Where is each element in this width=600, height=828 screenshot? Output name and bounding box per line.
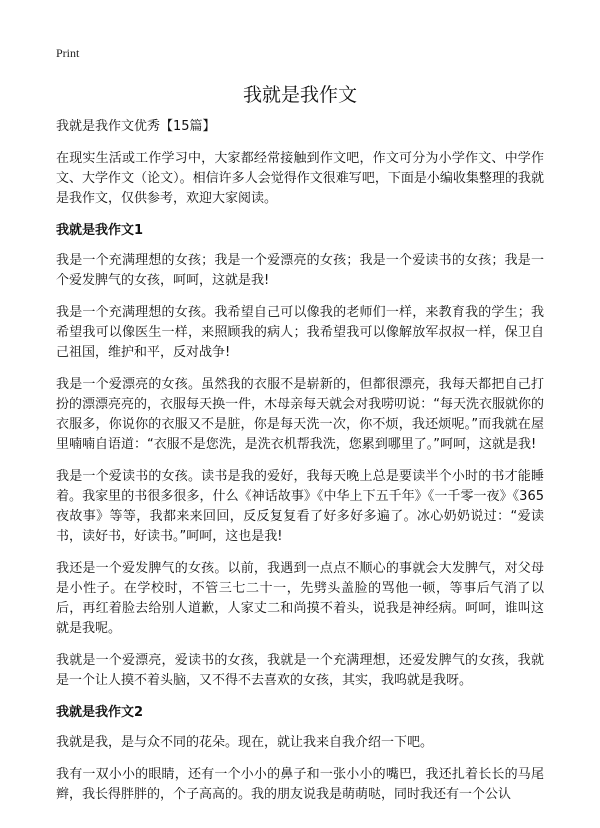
essay-section-1: [56, 221, 544, 691]
page-title: 我就是我作文: [242, 84, 357, 106]
paragraph: 我是一个爱读书的女孩。读书是我的爱好，我每天晚上总是要读半个小时的书才能睡着。我家里的书很多很多，什么《神话故事》《中华上下五千年》《一千零一夜》《365夜故事》等等，我都来来回回，反反复复看了好多好多遍了。冰心奶奶说过：“爱读书，读好书，好读书。”呵呵，这也是我!: [56, 469, 544, 544]
article-subtitle: 我就是我作文优秀【15篇】: [56, 119, 216, 134]
paragraph: 我还是一个爱发脾气的女孩。以前，我遇到一点点不顺心的事就会大发脾气，对父母是小性子。在学校时，不管三七二十一，先劈头盖脸的骂他一顿，等事后气消了以后，再红着脸去给别人道歉，人家丈二和尚摸不着头，说我是神经病。呵呵，谁叫这就是我呢。: [56, 561, 544, 636]
intro-paragraph: 在现实生活或工作学习中，大家都经常接触到作文吧，作文可分为小学作文、中学作文、大学作文（论文）。相信许多人会觉得作文很难写吧，下面是小编收集整理的我就是我作文，仅供参考，欢迎大家阅读。: [56, 151, 544, 206]
section-heading: 我就是我作文2: [56, 705, 144, 720]
essay-section-2: [56, 703, 544, 805]
paragraph: 我有一双小小的眼睛，还有一个小小的鼻子和一张小小的嘴巴，我还扎着长长的马尾辫，我长得胖胖的，个子高高的。我的朋友说我是萌萌哒，同时我还有一个公认: [56, 767, 544, 802]
paragraph: 我是一个充满理想的女孩。我希望自己可以像我的老师们一样，来教育我的学生；我希望我可以像医生一样，来照顾我的病人；我希望我可以像解放军叔叔一样，保卫自己祖国，维护和平，反对战争!: [56, 305, 544, 360]
paragraph: 我是一个充满理想的女孩；我是一个爱漂亮的女孩；我是一个爱读书的女孩；我是一个爱发脾气的女孩，呵呵，这就是我!: [56, 253, 544, 288]
paragraph: 我是一个爱漂亮的女孩。虽然我的衣服不是崭新的，但都很漂亮，我每天都把自己打扮的漂漂亮亮的，衣服每天换一件，木母亲每天就会对我唠叨说：“每天洗衣服就你的衣服多，你说你的衣服又不是脏，你是每天洗一次，你不烦，我还烦呢。”而我就在屋里喃喃自语道：“衣服不是您洗，是洗衣机帮我洗，您累到哪里了。”呵呵，这就是我!: [56, 377, 544, 452]
paragraph: 我就是一个爱漂亮，爱读书的女孩，我就是一个充满理想，还爱发脾气的女孩，我就是一个让人摸不着头脑，又不得不去喜欢的女孩，其实，我呜就是我呀。: [56, 653, 544, 688]
print-link[interactable]: Print: [56, 46, 80, 60]
section-heading: 我就是我作文1: [56, 223, 144, 238]
article-body: [56, 117, 544, 817]
paragraph: 我就是我，是与众不同的花朵。现在，就让我来自我介绍一下吧。: [56, 735, 434, 750]
